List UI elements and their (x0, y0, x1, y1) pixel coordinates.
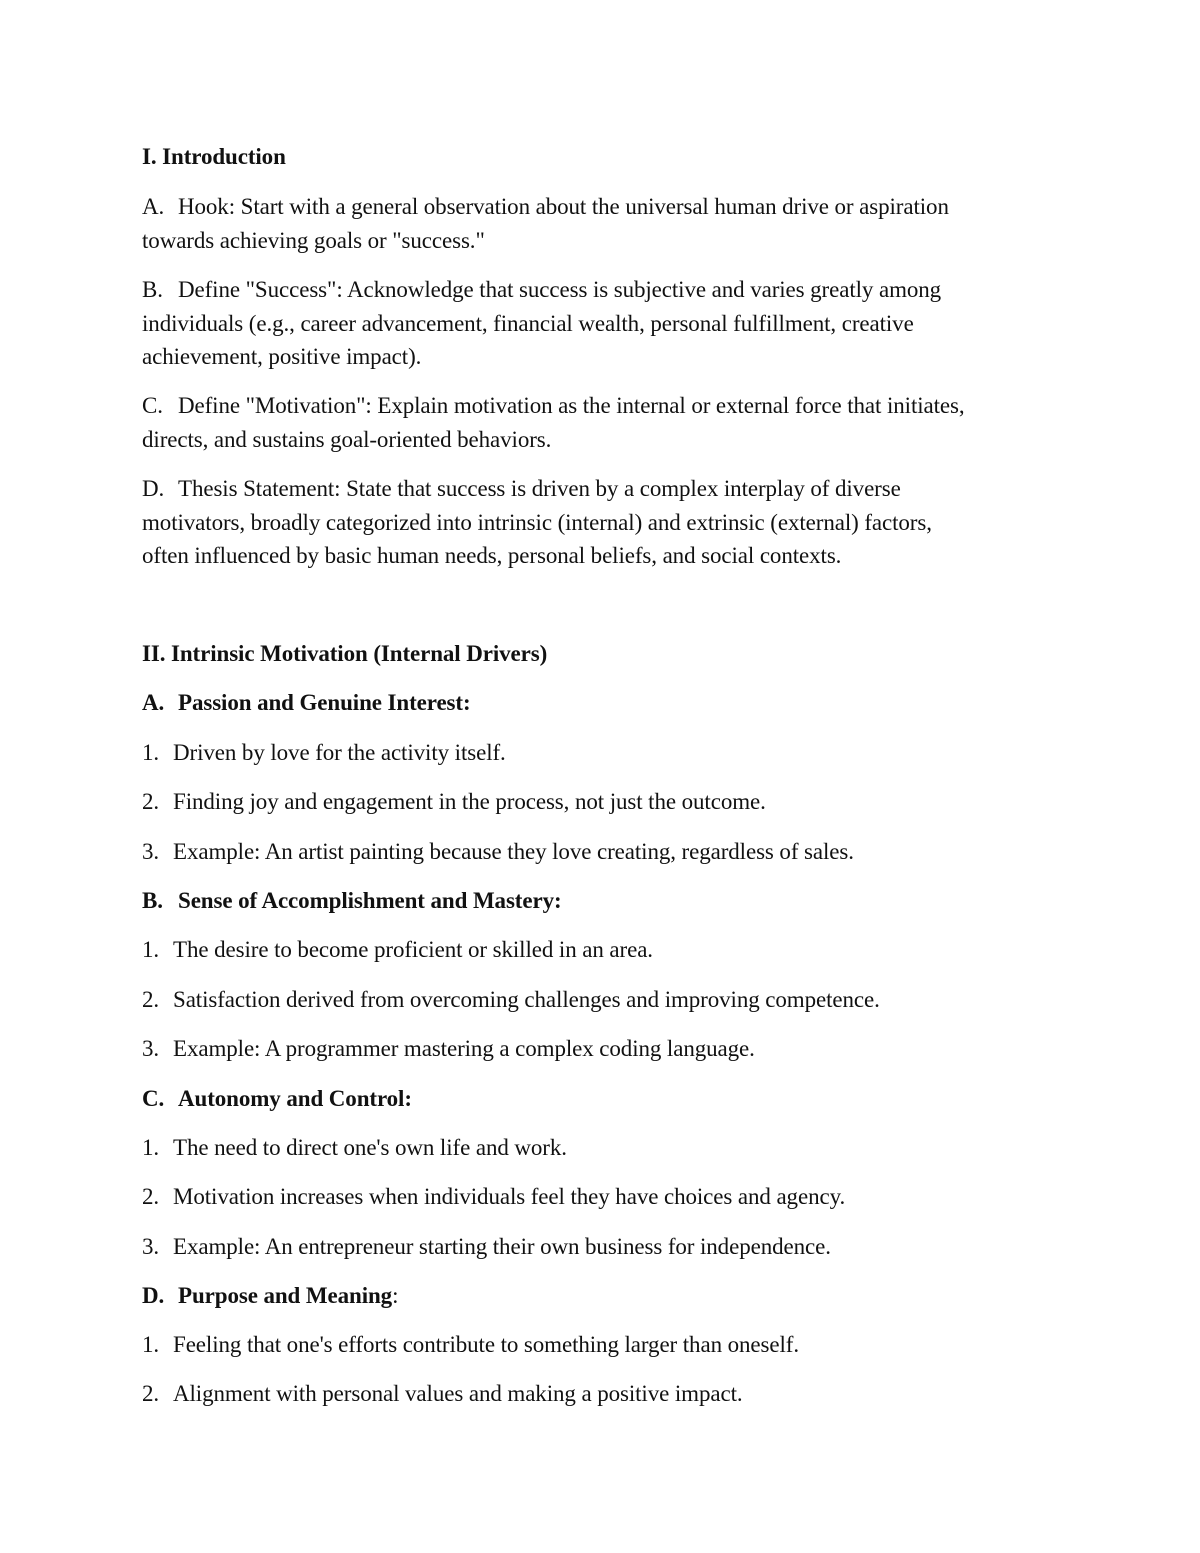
subsection-b-heading (142, 884, 562, 918)
subsection-c-point-2 (142, 1180, 845, 1214)
point-text: Example: An entrepreneur starting their own business for independence. (173, 1234, 831, 1259)
point-text: Satisfaction derived from overcoming challenges and improving competence. (173, 987, 880, 1012)
subsection-c-point-3 (142, 1230, 831, 1264)
point-text: Alignment with personal values and making a positive impact. (173, 1381, 743, 1406)
intro-item-d-text-1: Thesis Statement: State that success is driven by a complex interplay of diverse (178, 476, 901, 501)
section-heading-introduction: I. Introduction (142, 144, 286, 169)
subsection-c-title: Autonomy and Control: (178, 1086, 412, 1111)
intro-item-c-text-1: Define "Motivation": Explain motivation as the internal or external force that initiates, (178, 393, 965, 418)
subsection-d-title-suffix: : (392, 1283, 399, 1308)
subsection-c-heading (142, 1082, 412, 1116)
subsection-d-heading (142, 1279, 398, 1313)
subsection-b-point-3 (142, 1032, 755, 1066)
point-text: Example: A programmer mastering a complex coding language. (173, 1036, 755, 1061)
point-number: 3. (142, 1234, 160, 1259)
subsection-b-point-2 (142, 983, 880, 1017)
intro-item-b-line-1 (142, 273, 1072, 307)
subsection-d-title: Purpose and Meaning (178, 1283, 393, 1308)
intro-item-d-marker: D. (142, 476, 165, 501)
point-number: 1. (142, 1135, 160, 1160)
intro-item-b-text-3: achievement, positive impact). (142, 344, 422, 369)
subsection-c-point-1 (142, 1131, 567, 1165)
subsection-d-point-2 (142, 1377, 743, 1411)
intro-item-a-text-1: Hook: Start with a general observation about the universal human drive or aspiration (178, 194, 949, 219)
subsection-a-point-1 (142, 736, 506, 770)
intro-item-d-text-2: motivators, broadly categorized into intrinsic (internal) and extrinsic (external) factors, (142, 509, 932, 535)
point-number: 1. (142, 937, 160, 962)
point-text: Example: An artist painting because they love creating, regardless of sales. (173, 839, 854, 864)
point-text: The need to direct one's own life and work. (173, 1135, 567, 1160)
point-number: 1. (142, 1332, 160, 1357)
point-number: 2. (142, 1381, 160, 1406)
intro-item-c-marker: C. (142, 393, 163, 418)
section-heading-intrinsic-motivation: II. Intrinsic Motivation (Internal Drivers) (142, 641, 548, 666)
intro-item-a (142, 190, 1072, 257)
subsection-b-marker: B. (142, 888, 163, 913)
point-text: Motivation increases when individuals feel they have choices and agency. (173, 1184, 846, 1209)
subsection-d-marker: D. (142, 1283, 165, 1308)
point-text: Finding joy and engagement in the process, not just the outcome. (173, 789, 766, 814)
subsection-a-heading (142, 686, 471, 720)
subsection-a-point-2 (142, 785, 766, 819)
intro-item-b-text-2: individuals (e.g., career advancement, financial wealth, personal fulfillment, creative (142, 310, 914, 336)
intro-item-c-text-2: directs, and sustains goal-oriented behaviors. (142, 426, 552, 452)
point-number: 2. (142, 987, 160, 1012)
intro-item-c-line-1 (142, 389, 1072, 423)
subsection-a-title: Passion and Genuine Interest: (178, 690, 471, 715)
intro-item-d (142, 472, 1072, 573)
subsection-a-point-3 (142, 835, 854, 869)
intro-item-a-line-1 (142, 190, 1072, 224)
subsection-d-point-1 (142, 1328, 799, 1362)
point-number: 2. (142, 789, 160, 814)
point-number: 3. (142, 1036, 160, 1061)
point-number: 3. (142, 839, 160, 864)
intro-item-a-text-2: towards achieving goals or "success." (142, 227, 485, 253)
point-text: The desire to become proficient or skilled in an area. (173, 937, 653, 962)
subsection-c-marker: C. (142, 1086, 165, 1111)
subsection-b-point-1 (142, 933, 653, 967)
intro-item-d-text-3: often influenced by basic human needs, personal beliefs, and social contexts. (142, 543, 842, 568)
point-number: 2. (142, 1184, 160, 1209)
point-text: Feeling that one's efforts contribute to something larger than oneself. (173, 1332, 799, 1357)
subsection-b-title: Sense of Accomplishment and Mastery: (178, 888, 562, 913)
intro-item-b-text-1: Define "Success": Acknowledge that success is subjective and varies greatly among (178, 277, 942, 302)
intro-item-c (142, 389, 1072, 456)
point-number: 1. (142, 740, 160, 765)
point-text: Driven by love for the activity itself. (173, 740, 506, 765)
subsection-a-marker: A. (142, 690, 165, 715)
intro-item-a-marker: A. (142, 194, 165, 219)
intro-item-b-marker: B. (142, 277, 163, 302)
intro-item-b (142, 273, 1072, 374)
intro-item-d-line-1 (142, 472, 1072, 506)
